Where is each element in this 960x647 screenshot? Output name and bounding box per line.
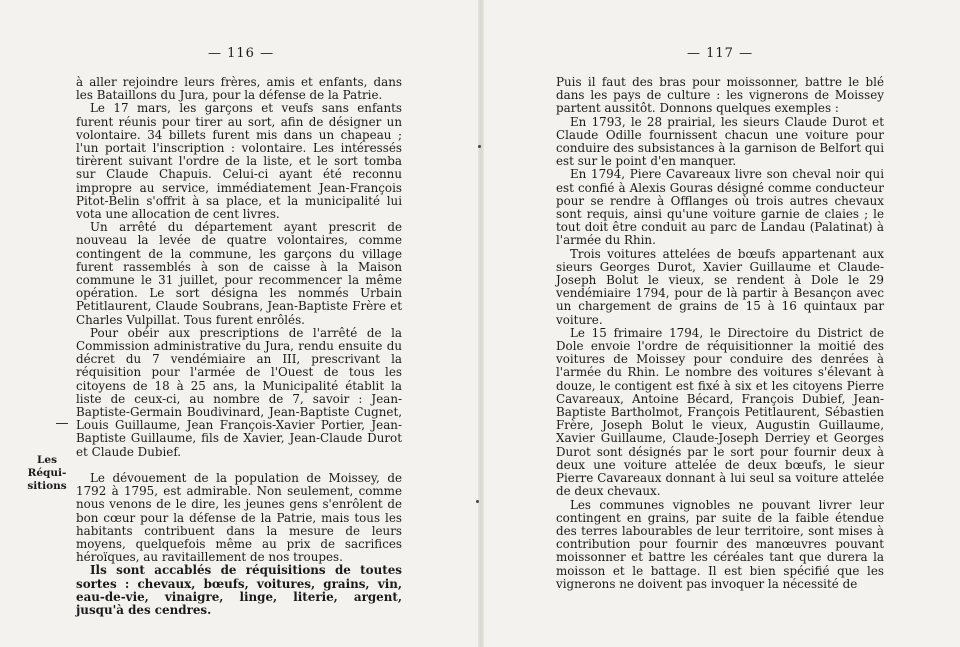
left-page-text bbox=[76, 76, 402, 617]
print-speck bbox=[476, 500, 479, 503]
right-page-text bbox=[556, 76, 884, 591]
paragraph: Ils sont accablés de réquisitions de toutes sortes : chevaux, bœufs, voitures, grains, vin, eau-de-vie, vinaigre, linge, literie, argent, jusqu'à des cendres. bbox=[76, 563, 402, 617]
paragraph: Trois voitures attelées de bœufs appartenant aux sieurs Georges Durot, Xavier Guillaume et Claude-Joseph Bolut le vieux, se rendent à Dole le 29 vendémiaire 1794, pour de là partir à Besançon avec un chargement de grains de 15 à 16 quintaux par voiture. bbox=[556, 246, 884, 327]
paragraph: Le 15 frimaire 1794, le Directoire du District de Dole envoie l'ordre de réquisitionner la moitié des voitures de Moissey pour conduire des denrées à l'armée du Rhin. Le nombre des voitures s'élevant à douze, le contigent est fixé à six et les citoyens Pierre Cavareaux, Antoine Bécard, François Dubief, Jean-Baptiste Bartholmot, François Petitlaurent, Sébastien Frère, Joseph Bolut le vieux, Augustin Guillaume, Xavier Guillaume, Claude-Joseph Derriey et Georges Durot sont désignés par le sort pour fournir deux à deux une voiture attelée de deux bœufs, le sieur Pierre Cavareaux donnant à lui seul sa voiture attelée de deux chevaux. bbox=[556, 325, 884, 499]
paragraph: En 1794, Piere Cavareaux livre son cheval noir qui est confié à Alexis Gouras désigné comme conducteur pour se rendre à Offlanges où trois autres chevaux sont requis, ainsi qu'une voiture garnie de claies ; le tout doit être conduit au parc de Landau (Palatinat) à l'armée du Rhin. bbox=[556, 167, 884, 248]
paragraph: Un arrêté du département ayant prescrit de nouveau la levée de quatre volontaires, comme contingent de la commune, les garçons du village furent rassemblés à son de caisse à la Maison commune le 31 juillet, pour recommencer la même opération. Le sort désigna les nommés Urbain Petitlaurent, Claude Soubrans, Jean-Baptiste Frère et Charles Vulpillat. Tous furent enrôlés. bbox=[76, 220, 402, 327]
page-number-left: — 116 — bbox=[208, 46, 275, 61]
paragraph: Le 17 mars, les garçons et veufs sans enfants furent réunis pour tirer au sort, afin de désigner un volontaire. 34 billets furent mis dans un chapeau ; l'un portait l'inscription : volontaire. Les intéressés tirèrent suivant l'ordre de la liste, et le sort tomba sur Claude Chapuis. Celui-ci ayant été reconnu impropre au service, immédiatement Jean-François Pitot-Belin s'offrit à sa place, et la municipalité lui vota une allocation de cent livres. bbox=[76, 101, 402, 222]
page-number-right: — 117 — bbox=[687, 46, 754, 61]
left-page bbox=[0, 0, 478, 647]
print-speck bbox=[478, 145, 481, 148]
right-page bbox=[484, 0, 960, 647]
paragraph: à aller rejoindre leurs frères, amis et enfants, dans les Bataillons du Jura, pour la défense de la Patrie. bbox=[76, 75, 402, 103]
paragraph: Le dévouement de la population de Moissey, de 1792 à 1795, est admirable. Non seulement, comme nous venons de le dire, les jeunes gens s'enrôlent de bon cœur pour la défense de la Patrie, mais tous les habitants contribuent dans la mesure de leurs moyens, quelquefois même au prix de sacrifices héroïques, au ravitaillement de nos troupes. bbox=[76, 470, 402, 565]
margin-note-requisitions: Les Réqui- sitions bbox=[27, 454, 67, 492]
paragraph: Les communes vignobles ne pouvant livrer leur contingent en grains, par suite de la faible étendue des terres labourables de leur territoire, sont mises à contribution pour fournir des manœuvres pouvant moissonner et battre les céréales tant que durera la moisson et le battage. Il est bien spécifié que les vignerons ne doivent pas invoquer la nécessité de bbox=[556, 497, 884, 591]
margin-dash bbox=[56, 423, 68, 424]
paragraph: Pour obéir aux prescriptions de l'arrêté de la Commission administrative du Jura, rendu ensuite du décret du 7 vendémiaire an III, prescrivant la réquisition pour l'armée de l'Ouest de tous les citoyens de 18 à 25 ans, la Municipalité établit la liste de ceux-ci, au nombre de 7, savoir : Jean-Baptiste-Germain Boudivinard, Jean-Baptiste Cugnet, Louis Guillaume, Jean François-Xavier Portier, Jean-Baptiste Guillaume, fils de Xavier, Jean-Claude Durot et Claude Dubief. bbox=[76, 325, 402, 459]
paragraph: En 1793, le 28 prairial, les sieurs Claude Durot et Claude Odille fournissent chacun une voiture pour conduire des subsistances à la garnison de Belfort qui est sur le point d'en manquer. bbox=[556, 114, 884, 169]
paragraph: Puis il faut des bras pour moissonner, battre le blé dans les pays de culture : les vignerons de Moissey partent aussitôt. Donnons quelques exemples : bbox=[556, 75, 884, 116]
